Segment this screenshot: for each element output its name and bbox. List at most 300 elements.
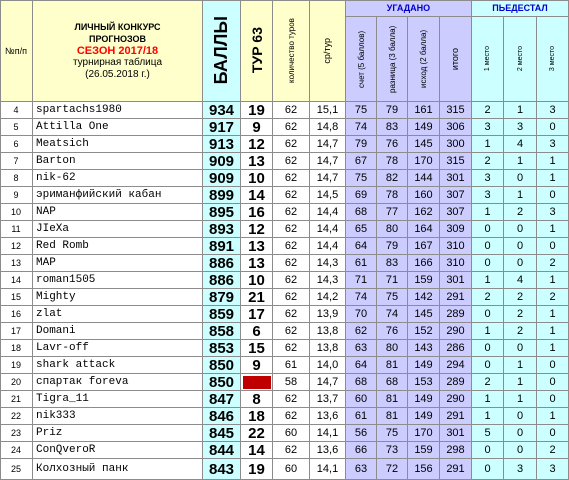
place3-count: 0 xyxy=(537,119,569,136)
total-guessed: 286 xyxy=(440,340,472,357)
participant-name: Колхозный панк xyxy=(33,459,203,480)
place2-count: 0 xyxy=(504,170,537,187)
total-guessed: 291 xyxy=(440,459,472,480)
place2-count: 4 xyxy=(504,136,537,153)
diff-guessed: 76 xyxy=(377,136,408,153)
outcome-guessed: 164 xyxy=(408,221,440,238)
place1-count: 2 xyxy=(472,102,504,119)
score-guessed: 75 xyxy=(346,170,377,187)
tours-count: 62 xyxy=(273,272,310,289)
diff-guessed: 74 xyxy=(377,306,408,323)
row-number: 14 xyxy=(0,272,33,289)
score-guessed: 61 xyxy=(346,408,377,425)
place3-count: 1 xyxy=(537,170,569,187)
average-value: 14,7 xyxy=(310,374,346,391)
header-place3 xyxy=(537,17,569,102)
participant-name: Attilla One xyxy=(33,119,203,136)
row-number: 8 xyxy=(0,170,33,187)
points-value: 909 xyxy=(203,153,241,170)
average-value: 13,6 xyxy=(310,442,346,459)
score-guessed: 66 xyxy=(346,442,377,459)
outcome-guessed: 145 xyxy=(408,306,440,323)
tour-points: 13 xyxy=(241,153,273,170)
header-place2 xyxy=(504,17,537,102)
place3-count: 1 xyxy=(537,221,569,238)
diff-guessed: 83 xyxy=(377,255,408,272)
average-value: 14,0 xyxy=(310,357,346,374)
place3-count: 1 xyxy=(537,408,569,425)
points-value: 934 xyxy=(203,102,241,119)
score-label: счет (5 баллов) xyxy=(356,30,366,88)
outcome-guessed: 166 xyxy=(408,255,440,272)
diff-guessed: 78 xyxy=(377,153,408,170)
row-number: 21 xyxy=(0,391,33,408)
diff-guessed: 82 xyxy=(377,170,408,187)
place2-count: 2 xyxy=(504,306,537,323)
participant-name: spartachs1980 xyxy=(33,102,203,119)
row-number: 12 xyxy=(0,238,33,255)
points-value: 846 xyxy=(203,408,241,425)
place1-count: 1 xyxy=(472,136,504,153)
total-guessed: 315 xyxy=(440,153,472,170)
points-value: 845 xyxy=(203,425,241,442)
score-guessed: 65 xyxy=(346,221,377,238)
tours-count: 60 xyxy=(273,425,310,442)
place3-count: 0 xyxy=(537,238,569,255)
average-value: 13,9 xyxy=(310,306,346,323)
header-guessed: УГАДАНО xyxy=(346,0,472,17)
participant-name: zlat xyxy=(33,306,203,323)
average-value: 14,3 xyxy=(310,255,346,272)
score-guessed: 64 xyxy=(346,238,377,255)
average-value: 14,4 xyxy=(310,238,346,255)
participant-name: nik-62 xyxy=(33,170,203,187)
place2-count: 1 xyxy=(504,153,537,170)
outcome-guessed: 142 xyxy=(408,289,440,306)
place2-count: 2 xyxy=(504,204,537,221)
diff-guessed: 81 xyxy=(377,357,408,374)
average-value: 14,5 xyxy=(310,187,346,204)
tour-points: 8 xyxy=(241,391,273,408)
tour-points: 14 xyxy=(241,442,273,459)
participant-name: Red Romb xyxy=(33,238,203,255)
total-guessed: 291 xyxy=(440,289,472,306)
place2-count: 0 xyxy=(504,408,537,425)
tour-points: 12 xyxy=(241,221,273,238)
diff-guessed: 71 xyxy=(377,272,408,289)
row-number: 23 xyxy=(0,425,33,442)
place3-count: 0 xyxy=(537,425,569,442)
diff-guessed: 68 xyxy=(377,374,408,391)
place1-count: 0 xyxy=(472,459,504,480)
total-guessed: 306 xyxy=(440,119,472,136)
header-outcome xyxy=(408,17,440,102)
average-value: 13,7 xyxy=(310,391,346,408)
score-guessed: 56 xyxy=(346,425,377,442)
row-number: 9 xyxy=(0,187,33,204)
place2-count: 0 xyxy=(504,238,537,255)
average-value: 14,1 xyxy=(310,459,346,480)
score-guessed: 79 xyxy=(346,136,377,153)
place1-count: 2 xyxy=(472,153,504,170)
place2-count: 1 xyxy=(504,391,537,408)
header-place1 xyxy=(472,17,504,102)
participant-name: спартак foreva xyxy=(33,374,203,391)
average-value: 14,7 xyxy=(310,136,346,153)
avg-label: ср/тур xyxy=(322,37,332,64)
title-line1: ЛИЧНЫЙ КОНКУРС xyxy=(74,21,161,32)
participant-name: nik333 xyxy=(33,408,203,425)
row-number: 22 xyxy=(0,408,33,425)
total-guessed: 289 xyxy=(440,306,472,323)
place1-count: 0 xyxy=(472,238,504,255)
average-value: 14,8 xyxy=(310,119,346,136)
score-guessed: 62 xyxy=(346,323,377,340)
place2-count: 1 xyxy=(504,374,537,391)
participant-name: roman1505 xyxy=(33,272,203,289)
total-guessed: 301 xyxy=(440,272,472,289)
place2-count: 0 xyxy=(504,340,537,357)
outcome-label: исход (2 балла) xyxy=(419,29,428,89)
participant-name: Barton xyxy=(33,153,203,170)
outcome-guessed: 160 xyxy=(408,187,440,204)
diff-guessed: 73 xyxy=(377,442,408,459)
tour-points: 15 xyxy=(241,340,273,357)
tour-points: 10 xyxy=(241,272,273,289)
tour-points: 21 xyxy=(241,289,273,306)
average-value: 13,6 xyxy=(310,408,346,425)
points-value: 917 xyxy=(203,119,241,136)
score-guessed: 70 xyxy=(346,306,377,323)
header-podium: ПЬЕДЕСТАЛ xyxy=(472,0,569,17)
place1-count: 0 xyxy=(472,442,504,459)
tour-points: 12 xyxy=(241,136,273,153)
tours-count: 62 xyxy=(273,153,310,170)
participant-name: Priz xyxy=(33,425,203,442)
place1-count: 1 xyxy=(472,391,504,408)
diff-guessed: 75 xyxy=(377,425,408,442)
participant-name: NAP xyxy=(33,204,203,221)
row-number: 24 xyxy=(0,442,33,459)
table-label: турнирная таблица xyxy=(72,56,163,68)
tour-points: 13 xyxy=(241,238,273,255)
total-guessed: 310 xyxy=(440,255,472,272)
participant-name: Mighty xyxy=(33,289,203,306)
points-value: 891 xyxy=(203,238,241,255)
tours-count: 62 xyxy=(273,255,310,272)
place3-count: 1 xyxy=(537,323,569,340)
header-title-block xyxy=(33,0,203,102)
place1-count: 0 xyxy=(472,255,504,272)
score-guessed: 63 xyxy=(346,459,377,480)
tours-count: 62 xyxy=(273,289,310,306)
place1-count: 1 xyxy=(472,272,504,289)
score-guessed: 74 xyxy=(346,289,377,306)
points-value: 858 xyxy=(203,323,241,340)
total-guessed: 289 xyxy=(440,374,472,391)
header-tour xyxy=(241,0,273,102)
outcome-guessed: 159 xyxy=(408,272,440,289)
tours-count: 62 xyxy=(273,102,310,119)
place1-count: 1 xyxy=(472,323,504,340)
participant-name: Meatsich xyxy=(33,136,203,153)
row-number: 25 xyxy=(0,459,33,480)
place1-count: 0 xyxy=(472,357,504,374)
tour-points: 9 xyxy=(241,357,273,374)
outcome-guessed: 152 xyxy=(408,323,440,340)
tours-count: 58 xyxy=(273,374,310,391)
place2-count: 3 xyxy=(504,119,537,136)
outcome-guessed: 161 xyxy=(408,102,440,119)
row-number: 15 xyxy=(0,289,33,306)
total-guessed: 294 xyxy=(440,357,472,374)
place3-count: 2 xyxy=(537,289,569,306)
total-guessed: 290 xyxy=(440,323,472,340)
row-number: 4 xyxy=(0,102,33,119)
place1-count: 3 xyxy=(472,119,504,136)
tours-count: 62 xyxy=(273,170,310,187)
tours-count: 62 xyxy=(273,238,310,255)
header-diff xyxy=(377,17,408,102)
place3-count: 3 xyxy=(537,102,569,119)
diff-guessed: 80 xyxy=(377,340,408,357)
points-value: 850 xyxy=(203,374,241,391)
place3-label: 3 место xyxy=(549,46,556,72)
outcome-guessed: 143 xyxy=(408,340,440,357)
place1-count: 3 xyxy=(472,170,504,187)
place2-count: 1 xyxy=(504,357,537,374)
total-guessed: 298 xyxy=(440,442,472,459)
points-value: 844 xyxy=(203,442,241,459)
total-guessed: 315 xyxy=(440,102,472,119)
header-avg xyxy=(310,0,346,102)
tour-points: 13 xyxy=(241,255,273,272)
outcome-guessed: 144 xyxy=(408,170,440,187)
average-value: 14,4 xyxy=(310,204,346,221)
place2-count: 0 xyxy=(504,255,537,272)
tours-count: 62 xyxy=(273,391,310,408)
diff-guessed: 79 xyxy=(377,238,408,255)
total-guessed: 290 xyxy=(440,391,472,408)
table-date: (26.05.2018 г.) xyxy=(85,68,150,80)
score-guessed: 74 xyxy=(346,119,377,136)
diff-guessed: 78 xyxy=(377,187,408,204)
place3-count: 1 xyxy=(537,306,569,323)
outcome-guessed: 149 xyxy=(408,391,440,408)
row-number: 16 xyxy=(0,306,33,323)
place2-count: 2 xyxy=(504,323,537,340)
tour-points xyxy=(241,374,273,391)
participant-name: Tigra_11 xyxy=(33,391,203,408)
header-number: №п/п xyxy=(0,0,33,102)
average-value: 14,3 xyxy=(310,272,346,289)
place3-count: 0 xyxy=(537,391,569,408)
average-value: 14,2 xyxy=(310,289,346,306)
total-guessed: 307 xyxy=(440,204,472,221)
tour-points: 22 xyxy=(241,425,273,442)
average-value: 13,8 xyxy=(310,340,346,357)
tour-points: 18 xyxy=(241,408,273,425)
row-number: 19 xyxy=(0,357,33,374)
diff-guessed: 80 xyxy=(377,221,408,238)
row-number: 18 xyxy=(0,340,33,357)
header-score xyxy=(346,17,377,102)
place1-count: 1 xyxy=(472,408,504,425)
tours-count: 62 xyxy=(273,187,310,204)
outcome-guessed: 149 xyxy=(408,357,440,374)
place2-label: 2 место xyxy=(516,46,524,72)
points-value: 879 xyxy=(203,289,241,306)
place2-count: 1 xyxy=(504,187,537,204)
tours-count: 62 xyxy=(273,323,310,340)
outcome-guessed: 159 xyxy=(408,442,440,459)
total-label: итого xyxy=(450,47,460,71)
participant-name: ConQveroR xyxy=(33,442,203,459)
tour-points: 17 xyxy=(241,306,273,323)
place1-count: 0 xyxy=(472,340,504,357)
header-tours-count xyxy=(273,0,310,102)
tours-count-label: количество туров xyxy=(286,18,296,83)
score-guessed: 67 xyxy=(346,153,377,170)
row-number: 20 xyxy=(0,374,33,391)
place1-label: 1 место xyxy=(484,46,491,72)
points-value: 850 xyxy=(203,357,241,374)
row-number: 5 xyxy=(0,119,33,136)
place1-count: 2 xyxy=(472,374,504,391)
place3-count: 0 xyxy=(537,187,569,204)
outcome-guessed: 149 xyxy=(408,408,440,425)
place1-count: 0 xyxy=(472,221,504,238)
place1-count: 3 xyxy=(472,187,504,204)
header-points xyxy=(203,0,241,102)
points-value: 843 xyxy=(203,459,241,480)
average-value: 14,4 xyxy=(310,221,346,238)
score-guessed: 71 xyxy=(346,272,377,289)
row-number: 6 xyxy=(0,136,33,153)
score-guessed: 69 xyxy=(346,187,377,204)
outcome-guessed: 170 xyxy=(408,425,440,442)
place3-count: 1 xyxy=(537,272,569,289)
points-label: БАЛЛЫ xyxy=(211,16,231,85)
total-guessed: 310 xyxy=(440,238,472,255)
row-number: 10 xyxy=(0,204,33,221)
diff-guessed: 72 xyxy=(377,459,408,480)
total-guessed: 301 xyxy=(440,425,472,442)
place1-count: 2 xyxy=(472,289,504,306)
tour-points: 19 xyxy=(241,102,273,119)
tour-points: 9 xyxy=(241,119,273,136)
outcome-guessed: 167 xyxy=(408,238,440,255)
diff-guessed: 77 xyxy=(377,204,408,221)
place3-count: 3 xyxy=(537,136,569,153)
tours-count: 62 xyxy=(273,119,310,136)
place2-count: 1 xyxy=(504,102,537,119)
tours-count: 62 xyxy=(273,340,310,357)
participant-name: JIeXa xyxy=(33,221,203,238)
no-tour-marker xyxy=(243,376,271,389)
place3-count: 0 xyxy=(537,374,569,391)
score-guessed: 61 xyxy=(346,255,377,272)
tours-count: 62 xyxy=(273,408,310,425)
total-guessed: 300 xyxy=(440,136,472,153)
points-value: 853 xyxy=(203,340,241,357)
points-value: 909 xyxy=(203,170,241,187)
points-value: 886 xyxy=(203,272,241,289)
place3-count: 1 xyxy=(537,153,569,170)
points-value: 847 xyxy=(203,391,241,408)
tours-count: 61 xyxy=(273,357,310,374)
row-number: 11 xyxy=(0,221,33,238)
place2-count: 0 xyxy=(504,221,537,238)
participant-name: MAP xyxy=(33,255,203,272)
diff-label: разница (3 балла) xyxy=(387,25,397,93)
diff-guessed: 83 xyxy=(377,119,408,136)
place3-count: 1 xyxy=(537,340,569,357)
outcome-guessed: 145 xyxy=(408,136,440,153)
outcome-guessed: 153 xyxy=(408,374,440,391)
average-value: 14,7 xyxy=(310,153,346,170)
tours-count: 62 xyxy=(273,221,310,238)
outcome-guessed: 162 xyxy=(408,204,440,221)
place2-count: 0 xyxy=(504,425,537,442)
place2-count: 0 xyxy=(504,442,537,459)
score-guessed: 68 xyxy=(346,374,377,391)
tour-points: 19 xyxy=(241,459,273,480)
place3-count: 2 xyxy=(537,255,569,272)
place3-count: 2 xyxy=(537,442,569,459)
diff-guessed: 81 xyxy=(377,391,408,408)
tour-points: 6 xyxy=(241,323,273,340)
total-guessed: 307 xyxy=(440,187,472,204)
outcome-guessed: 156 xyxy=(408,459,440,480)
title-line2: ПРОГНОЗОВ xyxy=(89,33,146,44)
participant-name: Domani xyxy=(33,323,203,340)
diff-guessed: 76 xyxy=(377,323,408,340)
points-value: 899 xyxy=(203,187,241,204)
place2-count: 2 xyxy=(504,289,537,306)
outcome-guessed: 149 xyxy=(408,119,440,136)
participant-name: Lavr-off xyxy=(33,340,203,357)
average-value: 14,1 xyxy=(310,425,346,442)
place2-count: 3 xyxy=(504,459,537,480)
score-guessed: 60 xyxy=(346,391,377,408)
place1-count: 5 xyxy=(472,425,504,442)
header-total xyxy=(440,17,472,102)
score-guessed: 75 xyxy=(346,102,377,119)
tours-count: 62 xyxy=(273,204,310,221)
tours-count: 62 xyxy=(273,136,310,153)
place1-count: 1 xyxy=(472,204,504,221)
place3-count: 3 xyxy=(537,204,569,221)
score-guessed: 68 xyxy=(346,204,377,221)
season-label: СЕЗОН 2017/18 xyxy=(76,44,159,57)
average-value: 13,8 xyxy=(310,323,346,340)
average-value: 14,7 xyxy=(310,170,346,187)
tour-points: 10 xyxy=(241,170,273,187)
total-guessed: 309 xyxy=(440,221,472,238)
tour-points: 16 xyxy=(241,204,273,221)
total-guessed: 291 xyxy=(440,408,472,425)
average-value: 15,1 xyxy=(310,102,346,119)
participant-name: эриманфийский кабан xyxy=(33,187,203,204)
tours-count: 62 xyxy=(273,442,310,459)
score-guessed: 64 xyxy=(346,357,377,374)
row-number: 7 xyxy=(0,153,33,170)
tour-label: ТУР 63 xyxy=(248,27,265,74)
tours-count: 60 xyxy=(273,459,310,480)
diff-guessed: 79 xyxy=(377,102,408,119)
score-guessed: 63 xyxy=(346,340,377,357)
